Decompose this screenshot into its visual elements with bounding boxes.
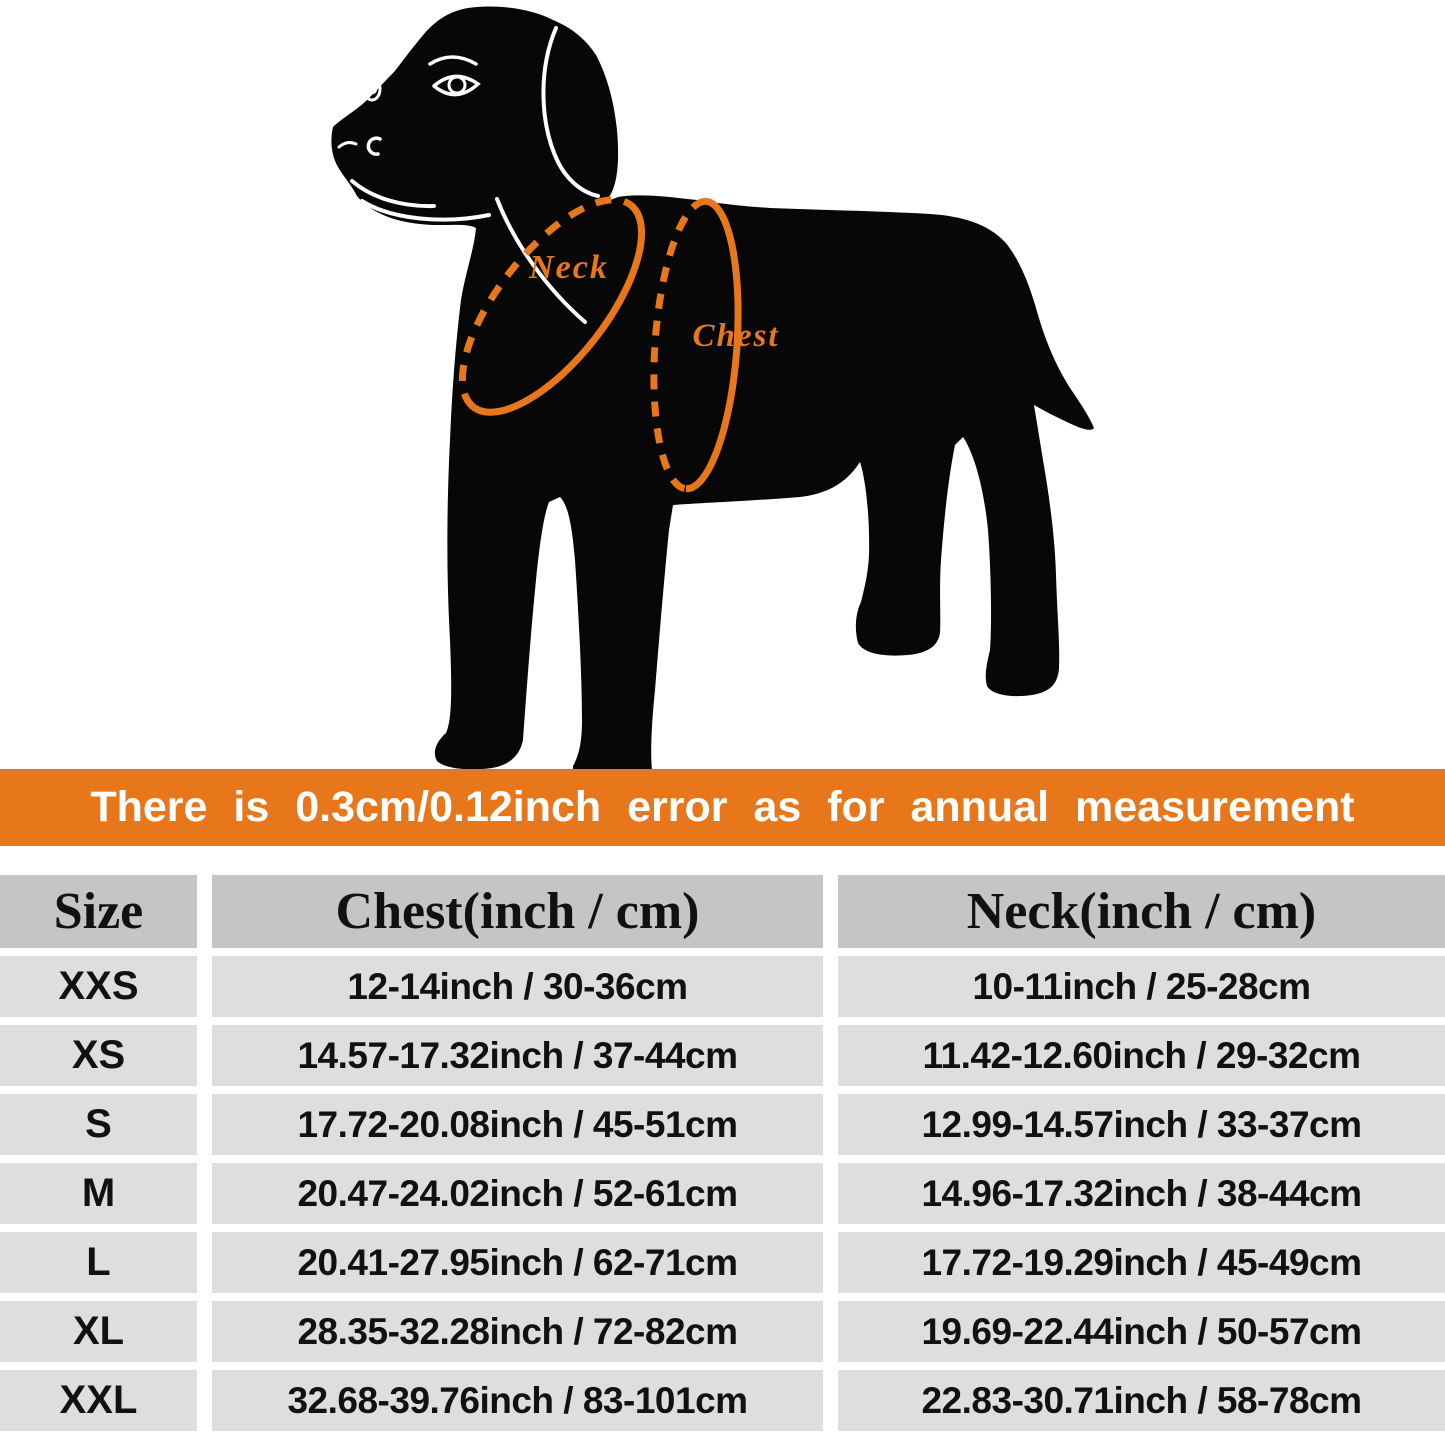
row-l-neck: 17.72-19.29inch / 45-49cm	[838, 1232, 1445, 1293]
neck-label: Neck	[529, 249, 609, 286]
row-xl-neck: 19.69-22.44inch / 50-57cm	[838, 1301, 1445, 1362]
row-xxs-neck: 10-11inch / 25-28cm	[838, 956, 1445, 1017]
col-header-neck: Neck(inch / cm)	[838, 875, 1445, 948]
row-xl-chest: 28.35-32.28inch / 72-82cm	[212, 1301, 823, 1362]
row-xl-size: XL	[0, 1301, 197, 1362]
row-m-neck: 14.96-17.32inch / 38-44cm	[838, 1163, 1445, 1224]
row-m-chest: 20.47-24.02inch / 52-61cm	[212, 1163, 823, 1224]
col-header-size: Size	[0, 875, 197, 948]
row-l-size: L	[0, 1232, 197, 1293]
size-table	[0, 875, 1445, 1431]
row-xs-chest: 14.57-17.32inch / 37-44cm	[212, 1025, 823, 1086]
row-s-size: S	[0, 1094, 197, 1155]
row-xxs-size: XXS	[0, 956, 197, 1017]
left-iris-ring	[368, 85, 376, 93]
tolerance-banner	[0, 769, 1445, 846]
row-xxl-size: XXL	[0, 1370, 197, 1431]
row-xs-neck: 11.42-12.60inch / 29-32cm	[838, 1025, 1445, 1086]
row-l-chest: 20.41-27.95inch / 62-71cm	[212, 1232, 823, 1293]
dog-silhouette-shape	[331, 7, 1094, 771]
left-eyebrow-line	[357, 66, 385, 72]
row-xxl-neck: 22.83-30.71inch / 58-78cm	[838, 1370, 1445, 1431]
row-xxs-chest: 12-14inch / 30-36cm	[212, 956, 823, 1017]
row-s-chest: 17.72-20.08inch / 45-51cm	[212, 1094, 823, 1155]
row-xs-size: XS	[0, 1025, 197, 1086]
row-xxl-chest: 32.68-39.76inch / 83-101cm	[212, 1370, 823, 1431]
chest-label: Chest	[692, 318, 780, 354]
col-header-chest: Chest(inch / cm)	[212, 875, 823, 948]
tolerance-banner-text: There is 0.3cm/0.12inch error as for annual measurement	[90, 783, 1355, 831]
row-m-size: M	[0, 1163, 197, 1224]
row-s-neck: 12.99-14.57inch / 33-37cm	[838, 1094, 1445, 1155]
